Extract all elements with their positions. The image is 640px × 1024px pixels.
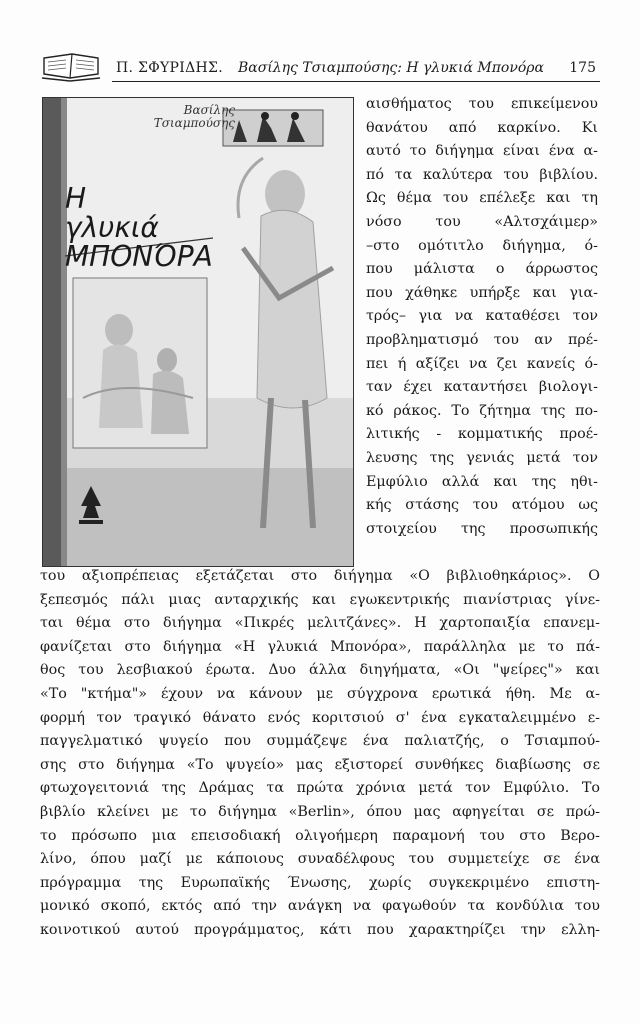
text-line: Ως θέμα του επέλεξε και τη [366, 190, 598, 207]
page-number: 175 [569, 60, 596, 76]
text-line: παγγελματικό ψυγείο που συμμάζεψε ένα παλιατζής, ο Τσιαμπού- [40, 733, 600, 750]
text-line: σης στο διήγημα «Το ψυγείο» μας εξιστορεί συνθήκες διαβίωσης σε [40, 756, 600, 773]
text-line: αισθήματος του επικείμενου [366, 96, 598, 112]
text-line: φτωχογειτονιά της Δράμας τα πρώτα χρόνια μετά τον Εμφύλιο. Το [40, 780, 600, 797]
text-line: το πρόσωπο μια επεισοδιακή ολιγοήμερη παραμονή του στο Βερο- [40, 827, 600, 844]
book-cover-image [42, 97, 354, 567]
text-line: λευσης της γενιάς μετά τον [366, 449, 598, 466]
text-line: φανίζεται στο διήγημα «Η γλυκιά Μπονόρα», παράλληλα με το πά- [40, 638, 600, 655]
text-line: κό ράκος. Το ζήτημα της πο- [366, 402, 598, 419]
text-line: που μάλιστα ο άρρωστος [366, 261, 598, 278]
open-book-icon [40, 50, 102, 82]
text-line: νόσο του «Αλτσχάιμερ» [366, 213, 598, 230]
text-line: που χάθηκε υπήρξε και για- [366, 284, 598, 301]
text-line: πει ή αξίζει να ζει κανείς ό- [366, 355, 598, 372]
cover-artwork [43, 98, 353, 566]
text-line: κοινοτικού αυτού προγράμματος, κάτι που χαρακτηρίζει την ελλη- [40, 921, 600, 938]
text-line: θος του λεσβιακού έρωτα. Δυο άλλα διηγήματα, «Οι "ψείρες"» και [40, 662, 600, 679]
text-line: του αξιοπρέπειας εξετάζεται στο διήγημα «Ο βιβλιοθηκάριος». Ο [40, 568, 600, 584]
cover-author: Βασίλης Τσιαμπούσης [153, 103, 235, 130]
cover-title: Η γλυκιά ΜΠΟΝΌΡΑ [65, 182, 213, 273]
text-line: ταν έχει καταντήσει βιολογι- [366, 379, 598, 396]
text-line: λίνο, όπου μαζί με κάποιους συναδέλφους του συμμετείχε σε ένα [40, 851, 600, 868]
text-line: πρόγραμμα της Ευρωπαϊκής Ένωσης, χωρίς συγκεκριμένο επιστη- [40, 874, 600, 891]
text-line: στοιχείου της προσωπικής [366, 520, 598, 537]
header-title: Βασίλης Τσιαμπούσης: Η γλυκιά Μπονόρα [238, 60, 544, 76]
text-line: ξεπεσμός πάλι μιας ανταρχικής και εγωκεντρικής πιανίστριας γίνε- [40, 591, 600, 608]
text-line: αυτό το διήγημα είναι ένα α- [366, 143, 598, 160]
text-line: «Το "κτήμα"» έχουν να κάνουν με σύγχρονα ερωτικά ήθη. Με α- [40, 685, 600, 702]
header-rule [112, 81, 600, 82]
text-line: μονικό σκοπό, εκτός από την ανάγκη να φαγωθούν τα κονδύλια του [40, 898, 600, 915]
text-line: πό τα καλύτερα του βιβλίου. [366, 166, 598, 183]
text-line: βιβλίο κλείνει με το διήγημα «Berlin», όπου μας αφηγείται σε πρώ- [40, 803, 600, 820]
header-author: Π. ΣΦΥΡΙΔΗΣ. [116, 60, 223, 76]
text-line: λιτικής - κομματικής προέ- [366, 426, 598, 443]
text-line: –στο ομότιτλο διήγημα, ό- [366, 237, 598, 254]
text-line: φορμή τον τραγικό θάνατο ενός κοριτσιού σ' ένα εγκαταλειμμένο ε- [40, 709, 600, 726]
text-line: κής στάσης του ατόμου ως [366, 497, 598, 514]
text-line: θανάτου από καρκίνο. Κι [366, 119, 598, 136]
text-line: Εμφύλιο αλλά και της ηθι- [366, 473, 598, 490]
right-column-text [366, 93, 598, 541]
text-line: ται θέμα στο διήγημα «Πικρές μελιτζάνες». Η χαρτοπαιξία επανεμ- [40, 615, 600, 632]
text-line: τρός– για να καταθέσει τον [366, 308, 598, 325]
running-header [40, 50, 608, 84]
full-width-text [40, 565, 600, 943]
text-line: προβληματισμό του αν πρέ- [366, 331, 598, 348]
